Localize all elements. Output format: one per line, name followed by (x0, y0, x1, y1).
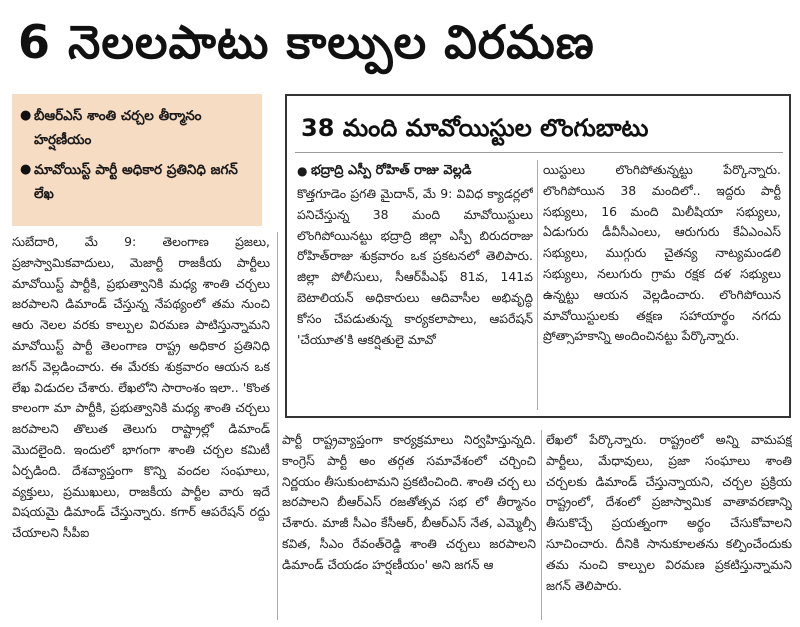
boxed-story-column-2: యిస్టులు లొంగిపోతున్నట్టు పేర్కొన్నారు. లొంగిపోయిన 38 మందిలో.. ఇద్దరు పార్టీ సభ్యులు, 16 మంది మిలీషియా సభ్యులు, ఏడుగురు డీవీసీఎంలు, ఆరుగురు కేఏఎంఎస్ సభ్యులు, ముగ్గురు చైతన్య నాట్యమండలి సభ్యులు, నలుగురు గ్రామ రక్షక దళ సభ్యులు ఉన్నట్టు ఆయన వెల్లడించారు. లొంగిపోయిన మావోయిస్టులకు తక్షణ సహాయార్థం నగదు ప్రోత్సాహకాన్ని అందించినట్టు పేర్కొన్నారు. (543, 162, 781, 344)
bullet-icon: ● (20, 162, 32, 177)
byline (297, 160, 533, 182)
highlight-text: బీఆర్ఎస్ శాంతి చర్చల తీర్మానం హర్షణీయం (34, 108, 202, 148)
bullet-icon: ● (20, 108, 32, 123)
main-story-column-1: సుబేదారి, మే 9: తెలంగాణ ప్రజలు, ప్రజాస్వామికవాదులు, మెజార్టీ రాజకీయ పార్టీలు మావోయిస్ట్ పార్టీకి, ప్రభుత్వానికి మధ్య శాంతి చర్చలు జరపాలని డిమాండ్ చేస్తున్న నేపథ్యంలో తమ నుంచి ఆరు నెలల వరకు కాల్పుల విరమణ పాటిస్తున్నామని మావోయిస్ట్ పార్టీ తెలంగాణ రాష్ట్ర అధికార ప్రతినిధి జగన్ వెల్లడించారు. ఈ మేరకు శుక్రవారం ఆయన ఒక లేఖ విడుదల చేశారు. లేఖలోని సారాంశం ఇలా.. 'కొంత కాలంగా మా పార్టీకి, ప్రభుత్వానికి మధ్య శాంతి చర్చలు జరపాలని తొలుత తెలుగు రాష్ట్రాల్లో డిమాండ్ మొదలైంది. ఇందులో భాగంగా శాంతి చర్చల కమిటీ ఏర్పడింది. దేశవ్యాప్తంగా కొన్ని వందల సంఘాలు, వ్యక్తులు, ప్రముఖులు, రాజకీయ పార్టీల వారు ఇదే విషయమై డిమాండ్ చేస్తున్నారు. కగార్ ఆపరేషన్ రద్దు చేయాలని సీపీఐ (12, 234, 270, 541)
main-story-column-2: పార్టీ రాష్ట్రవ్యాప్తంగా కార్యక్రమాలు నిర్వహిస్తున్నది. కాంగ్రెస్ పార్టీ అం తర్గత సమావేశంలో చర్చించి నిర్ణయం తీసుకుంటామని ప్రకటించింది. శాంతి చర్చ లు జరపాలని బీఆర్ఎస్ రజతోత్సవ సభ లో తీర్మానం చేశారు. మాజీ సీఎం కేసీఆర్, బీఆర్ఎస్ నేత, ఎమ్మెల్సీ కవిత, సీఎం రేవంత్‌రెడ్డి శాంతి చర్చలు జరపాలని డిమాండ్ చేయడం హర్షణీయం' అని జగన్ ఆ (282, 432, 536, 572)
column-divider (277, 232, 278, 620)
highlight-text: మావోయిస్ట్ పార్టీ అధికార ప్రతినిధి జగన్ లేఖ (34, 162, 238, 202)
bullet-icon: ● (297, 164, 308, 178)
highlight-item (20, 104, 254, 152)
highlight-item (20, 158, 254, 206)
column-divider (541, 430, 542, 620)
boxed-story-text-a: కొత్తగూడెం ప్రగతి మైదాన్, మే 9: వివిధ క్యాడర్లలో పనిచేస్తున్న 38 మంది మావోయిస్టులు లొంగిపోయినట్టు భద్రాద్రి జిల్లా ఎస్పీ బిరుదరాజు రోహిత్‌రాజు శుక్రవారం ఒక ప్రకటనలో తెలిపారు. జిల్లా పోలీసులు, సీఆర్‌పీఎఫ్ 81వ, 141వ బెటాలియన్ అధికారులు ఆదివాసీల అభివృద్ధి కోసం చేపడుతున్న కార్యకలాపాలు, ఆపరేషన్ 'చేయూత'కి ఆకర్షితులై మావో (297, 186, 533, 347)
highlights-box (12, 94, 262, 226)
boxed-story-column-1 (297, 160, 533, 412)
main-story-column-3: లేఖలో పేర్కొన్నారు. రాష్ట్రంలో అన్ని వామపక్ష పార్టీలు, మేధావులు, ప్రజా సంఘాలు శాంతి చర్చలకు డిమాండ్ చేస్తున్నాయని, చర్చల ప్రక్రియ రాష్ట్రంలో, దేశంలో ప్రజాస్వామిక వాతావరణాన్ని తీసుకొచ్చే ప్రయత్నంగా అర్థం చేసుకోవాలని సూచించారు. దీనికి సానుకూలతను కల్పించేందుకు తమ నుంచి కాల్పుల విరమణ ప్రకటిస్తున్నామని జగన్ తెలిపారు. (546, 432, 792, 593)
headline: 6 నెలలపాటు కాల్పుల విరమణ (18, 15, 595, 69)
boxed-story (285, 94, 791, 418)
column-divider (537, 160, 538, 410)
boxed-story-title: 38 మంది మావోయిస్టుల లొంగుబాటు (301, 114, 649, 142)
byline-text: భద్రాద్రి ఎస్పీ రోహిత్ రాజు వెల్లడి (311, 163, 472, 178)
divider (295, 152, 783, 153)
